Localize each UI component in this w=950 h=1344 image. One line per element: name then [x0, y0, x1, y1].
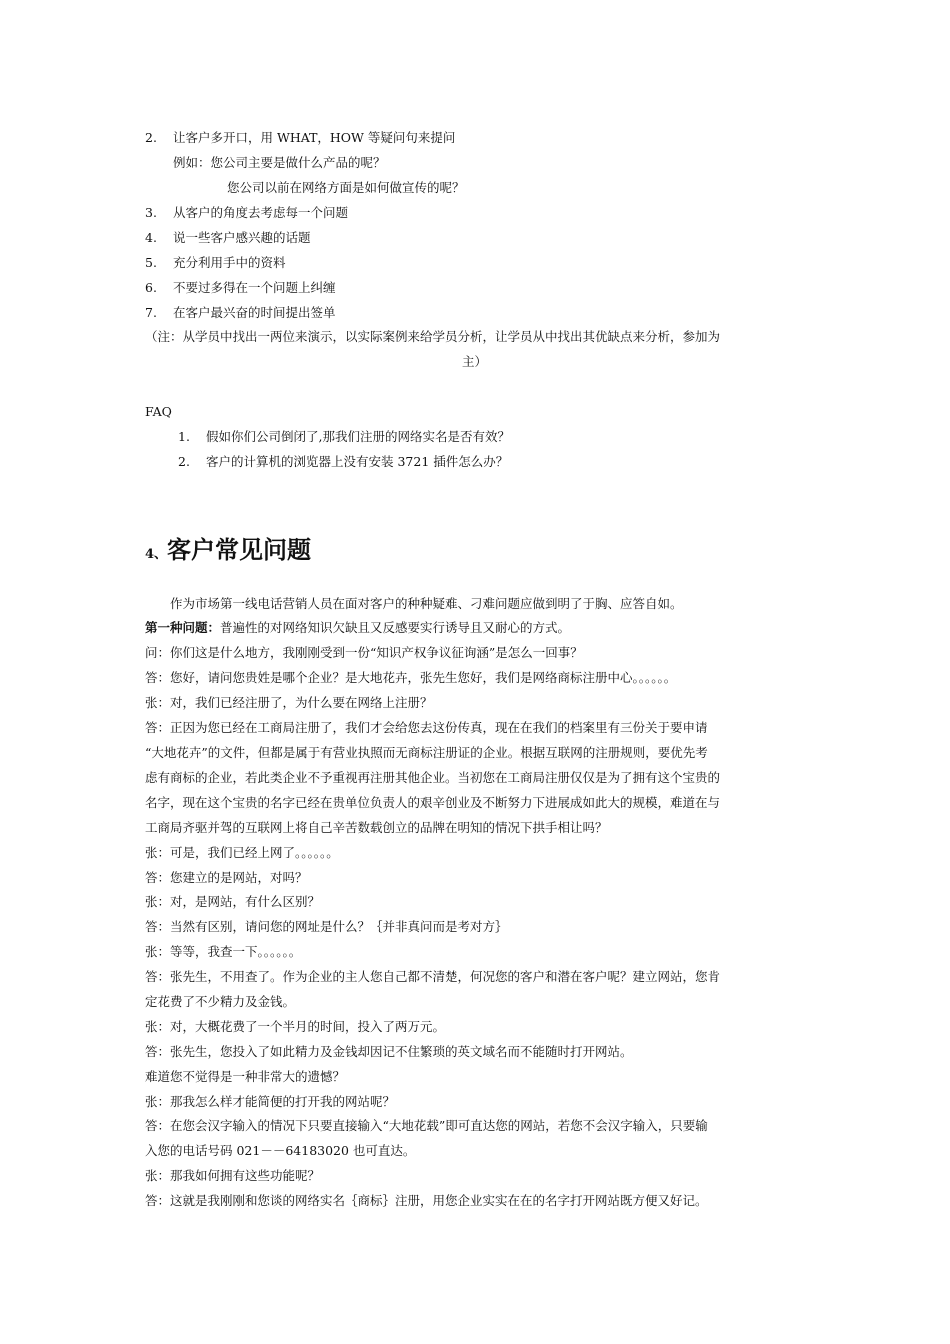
list-item-text: 从客户的角度去考虑每一个问题 [173, 205, 349, 220]
list-item-text: 让客户多开口，用 WHAT，HOW 等疑问句来提问 [173, 130, 456, 145]
list-item [145, 280, 336, 296]
dialogue-line: 问：你们这是什么地方，我刚刚受到一份“知识产权争议征询涵”是怎么一回事？ [145, 645, 583, 660]
dialogue-line: 张：可是，我们已经上网了。。。。。。 [145, 845, 339, 860]
dialogue-line: 张：对，我们已经注册了，为什么要在网络上注册？ [145, 695, 433, 710]
dialogue-line: 答：张先生，不用查了。作为企业的主人您自己都不清楚，何况您的客户和潜在客户呢？建立网站，您肯 [145, 969, 721, 984]
faq-item-text: 客户的计算机的浏览器上没有安装 3721 插件怎么办？ [206, 454, 509, 469]
dialogue-line: 答：这就是我刚刚和您谈的网络实名｛商标｝注册，用您企业实实在在的名字打开网站既方便又好记。 [145, 1193, 708, 1208]
dialogue-line: 答：张先生，您投入了如此精力及金钱却因记不住繁琐的英文域名而不能随时打开网站。 [145, 1044, 633, 1059]
dialogue-line: 张：那我怎么样才能简便的打开我的网站呢？ [145, 1094, 396, 1109]
section-number: 4、 [145, 547, 168, 562]
list-item-text: 说一些客户感兴趣的话题 [173, 230, 311, 245]
faq-item [178, 429, 510, 445]
dialogue-line: 难道您不觉得是一种非常大的遗憾？ [145, 1069, 346, 1084]
list-item [145, 130, 455, 146]
list-item [145, 255, 286, 271]
list-item-text: 在客户最兴奋的时间提出签单 [173, 305, 336, 320]
list-item [145, 205, 348, 221]
dialogue-line: 定花费了不少精力及金钱。 [145, 994, 296, 1009]
faq-item-number: 1. [178, 429, 190, 444]
question-type-label: 第一种问题： [145, 620, 221, 635]
list-item-number: 4. [145, 230, 157, 245]
dialogue-line: 入您的电话号码 021－－64183020 也可直达。 [145, 1143, 416, 1158]
example-line: 例如：您公司主要是做什么产品的呢？ [173, 155, 386, 170]
dialogue-line: 张：对，是网站，有什么区别？ [145, 894, 321, 909]
list-item-number: 2. [145, 130, 157, 145]
dialogue-line: 答：您好，请问您贵姓是哪个企业？是大地花卉，张先生您好，我们是网络商标注册中心。。。。。。 [145, 670, 677, 685]
section-intro: 作为市场第一线电话营销人员在面对客户的种种疑难、刁难问题应做到明了于胸、应答自如。 [170, 596, 683, 611]
faq-item-number: 2. [178, 454, 190, 469]
list-item-text: 不要过多得在一个问题上纠缠 [173, 280, 336, 295]
dialogue-line: 张：对，大概花费了一个半月的时间，投入了两万元。 [145, 1019, 446, 1034]
section-heading [145, 530, 311, 565]
list-item-number: 7. [145, 305, 157, 320]
list-item [145, 305, 336, 321]
example-line: 您公司以前在网络方面是如何做宣传的呢？ [227, 180, 465, 195]
dialogue-line: 张：等等，我查一下。。。。。。 [145, 944, 302, 959]
note-line: 主） [462, 354, 488, 369]
dialogue-line: 答：正因为您已经在工商局注册了，我们才会给您去这份传真，现在在我们的档案里有三份关于要申请 [145, 720, 708, 735]
faq-item-text: 假如你们公司倒闭了,那我们注册的网络实名是否有效？ [206, 429, 510, 444]
dialogue-line: 名字，现在这个宝贵的名字已经在贵单位负责人的艰辛创业及不断努力下进展成如此大的规模，难道在与 [145, 795, 721, 810]
dialogue-line: 张：那我如何拥有这些功能呢？ [145, 1168, 321, 1183]
list-item-number: 3. [145, 205, 157, 220]
dialogue-line: “大地花卉”的文件，但都是属于有营业执照而无商标注册证的企业。根据互联网的注册规则，要优先考 [145, 745, 708, 760]
dialogue-line: 答：在您会汉字输入的情况下只要直接输入“大地花载”即可直达您的网站，若您不会汉字输入，只要输 [145, 1118, 708, 1133]
faq-item [178, 454, 508, 470]
dialogue-line: 虑有商标的企业，若此类企业不予重视再注册其他企业。当初您在工商局注册仅仅是为了拥有这个宝贵的 [145, 770, 721, 785]
question-type [145, 620, 570, 636]
dialogue-line: 工商局齐驱并驾的互联网上将自己辛苦数载创立的品牌在明知的情况下拱手相让吗？ [145, 820, 608, 835]
question-type-text: 普遍性的对网络知识欠缺且又反感要实行诱导且又耐心的方式。 [220, 620, 571, 635]
list-item-number: 6. [145, 280, 157, 295]
list-item [145, 230, 311, 246]
dialogue-line: 答：您建立的是网站，对吗？ [145, 870, 308, 885]
section-title: 客户常见问题 [167, 536, 312, 564]
list-item-text: 充分利用手中的资料 [173, 255, 286, 270]
list-item-number: 5. [145, 255, 157, 270]
faq-title: FAQ [145, 404, 172, 419]
note-line: （注：从学员中找出一两位来演示，以实际案例来给学员分析，让学员从中找出其优缺点来分析，参加为 [145, 329, 721, 344]
dialogue-line: 答：当然有区别，请问您的网址是什么？｛并非真问而是考对方｝ [145, 919, 508, 934]
